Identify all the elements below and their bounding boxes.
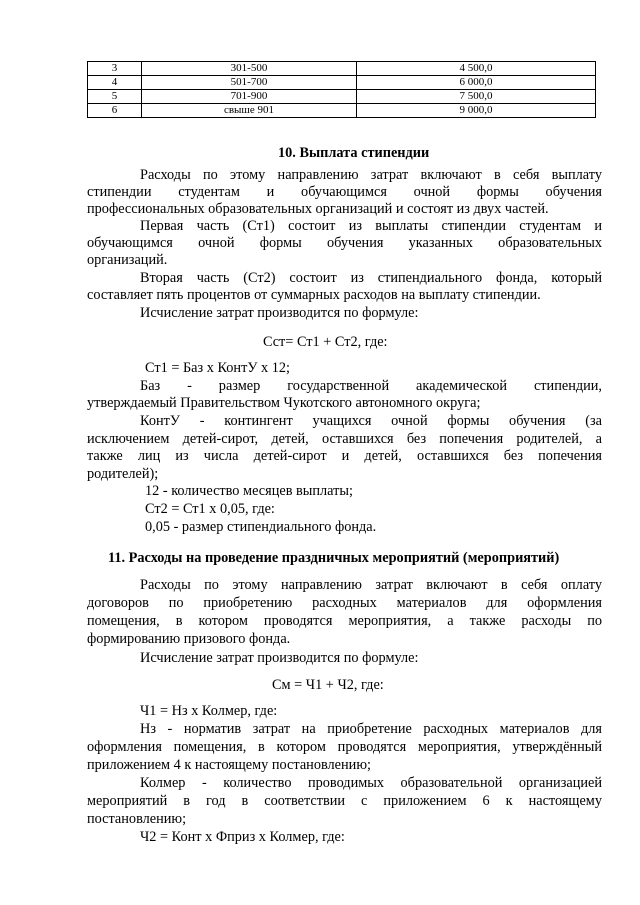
paragraph-line: помещения, в котором проводятся мероприятия, а также расходы по bbox=[87, 613, 602, 629]
definition-line: Колмер - количество проводимых образовательной организацией bbox=[140, 775, 602, 791]
paragraph-line: обучающимся очной формы обучения указанных образовательных bbox=[87, 235, 602, 251]
section-11-heading: 11. Расходы на проведение праздничных мероприятий (мероприятий) bbox=[108, 550, 560, 566]
paragraph-line: стипендии студентам и обучающимся очной формы обучения bbox=[87, 184, 602, 200]
definition-line: 12 - количество месяцев выплаты; bbox=[145, 483, 353, 499]
formula-line: Ст1 = Баз х КонтУ х 12; bbox=[145, 360, 291, 376]
paragraph-line: Первая часть (Ст1) состоит из выплаты стипендии студентам и bbox=[140, 218, 602, 234]
definition-line: 0,05 - размер стипендиального фонда. bbox=[145, 519, 377, 535]
row-value: 7 500,0 bbox=[357, 90, 596, 104]
paragraph-line: профессиональных образовательных организаций и состоят из двух частей. bbox=[87, 201, 549, 217]
paragraph-line: организаций. bbox=[87, 252, 168, 268]
table-row bbox=[88, 62, 596, 76]
definition-line: приложением 4 к настоящему постановлению; bbox=[87, 757, 371, 773]
formula-line: Ч2 = Конт х Фприз х Колмер, где: bbox=[140, 829, 345, 845]
formula: См = Ч1 + Ч2, где: bbox=[272, 677, 384, 693]
row-number: 6 bbox=[88, 104, 142, 118]
paragraph-line: договоров по приобретению расходных материалов для оформления bbox=[87, 595, 602, 611]
section-10-heading: 10. Выплата стипендии bbox=[278, 145, 430, 161]
row-range: 701-900 bbox=[142, 90, 357, 104]
definition-line: оформления помещения, в котором проводятся мероприятия, утверждённый bbox=[87, 739, 602, 755]
table-row bbox=[88, 104, 596, 118]
row-number: 5 bbox=[88, 90, 142, 104]
definition-line: Баз - размер государственной академической стипендии, bbox=[140, 378, 602, 394]
definition-line: утверждаемый Правительством Чукотского автономного округа; bbox=[87, 395, 481, 411]
row-number: 4 bbox=[88, 76, 142, 90]
formula-line: Ст2 = Ст1 х 0,05, где: bbox=[145, 501, 275, 517]
row-value: 6 000,0 bbox=[357, 76, 596, 90]
definition-line: КонтУ - контингент учащихся очной формы обучения (за bbox=[140, 413, 602, 429]
formula-line: Ч1 = Нз х Колмер, где: bbox=[140, 703, 278, 719]
paragraph-line: составляет пять процентов от суммарных расходов на выплату стипендии. bbox=[87, 287, 541, 303]
definition-line: мероприятий в год в соответствии с приложением 6 к настоящему bbox=[87, 793, 602, 809]
table-row bbox=[88, 76, 596, 90]
formula-intro: Исчисление затрат производится по формуле: bbox=[140, 305, 419, 321]
row-range: 301-500 bbox=[142, 62, 357, 76]
paragraph-line: Расходы по этому направлению затрат включают в себя оплату bbox=[140, 577, 602, 593]
row-range: 501-700 bbox=[142, 76, 357, 90]
definition-line: Нз - норматив затрат на приобретение расходных материалов для bbox=[140, 721, 602, 737]
definition-line: постановлению; bbox=[87, 811, 187, 827]
definition-line: также лиц из числа детей-сирот и детей, оставшихся без попечения bbox=[87, 448, 602, 464]
row-number: 3 bbox=[88, 62, 142, 76]
row-value: 9 000,0 bbox=[357, 104, 596, 118]
row-value: 4 500,0 bbox=[357, 62, 596, 76]
definition-line: исключением детей-сирот, детей, оставшихся без попечения родителей, а bbox=[87, 431, 602, 447]
paragraph-line: Расходы по этому направлению затрат включают в себя выплату bbox=[140, 167, 602, 183]
row-range: свыше 901 bbox=[142, 104, 357, 118]
table-row bbox=[88, 90, 596, 104]
formula: Сст= Ст1 + Ст2, где: bbox=[263, 334, 388, 350]
grant-table bbox=[87, 61, 596, 118]
paragraph-line: Вторая часть (Ст2) состоит из стипендиального фонда, который bbox=[140, 270, 602, 286]
definition-line: родителей); bbox=[87, 466, 159, 482]
paragraph-line: формированию призового фонда. bbox=[87, 631, 291, 647]
formula-intro: Исчисление затрат производится по формуле: bbox=[140, 650, 419, 666]
